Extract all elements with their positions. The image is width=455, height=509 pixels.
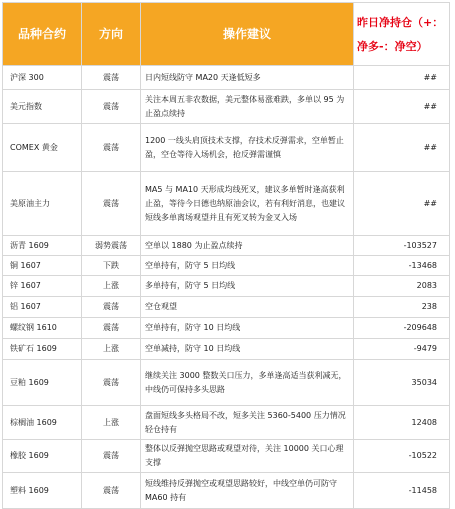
direction-cell: 弱势震荡 — [82, 236, 141, 256]
position-cell: ## — [354, 66, 450, 90]
header-contract: 品种合约 — [3, 3, 82, 66]
direction-cell: 震荡 — [82, 90, 141, 124]
advice-cell: 1200 一线头肩顶技术支撑，存技术反弹需求，空单暂止盈，空仓等待入场机会，抢反弹需谨慎 — [141, 124, 354, 172]
advice-cell: MA5 与 MA10 天形成均线死叉，建议多单暂时逢高获利止盈，等待今日德也纳原油会议，若有利好消息，也建议短线多单离场观望并且有死叉转为金叉入场 — [141, 172, 354, 236]
position-cell: 12408 — [354, 406, 450, 440]
position-cell: -209648 — [354, 318, 450, 339]
contract-cell: COMEX 黄金 — [3, 124, 82, 172]
direction-cell: 上涨 — [82, 339, 141, 360]
table-row — [3, 440, 450, 473]
contract-cell: 美原油主力 — [3, 172, 82, 236]
table-row — [3, 276, 450, 297]
table-row — [3, 406, 450, 440]
table-row — [3, 236, 450, 256]
direction-cell: 震荡 — [82, 318, 141, 339]
position-cell: -103527 — [354, 236, 450, 256]
advice-cell: 盘面短线多头格局不改，短多关注 5360-5400 压力情况轻仓持有 — [141, 406, 354, 440]
table-row — [3, 66, 450, 90]
header-position-line-1: 昨日净持仓（+： — [357, 15, 444, 29]
direction-cell: 震荡 — [82, 360, 141, 406]
header-position-line-2: 净多-：净空） — [357, 39, 428, 53]
direction-cell: 上涨 — [82, 276, 141, 297]
header-position — [354, 3, 450, 66]
direction-cell: 下跌 — [82, 256, 141, 276]
advice-cell: 多单持有，防守 5 日均线 — [141, 276, 354, 297]
direction-cell: 震荡 — [82, 172, 141, 236]
direction-cell: 上涨 — [82, 406, 141, 440]
table-body — [3, 66, 450, 509]
strategy-sheet — [2, 2, 449, 502]
table-row — [3, 318, 450, 339]
advice-cell: 空仓观望 — [141, 297, 354, 318]
contract-cell: 美元指数 — [3, 90, 82, 124]
table-row — [3, 90, 450, 124]
direction-cell: 震荡 — [82, 124, 141, 172]
advice-cell: 短线维持反弹抛空或观望思路较好，中线空单仍可防守 MA60 持有 — [141, 473, 354, 509]
position-cell: ## — [354, 124, 450, 172]
position-cell: -10522 — [354, 440, 450, 473]
table-row — [3, 360, 450, 406]
direction-cell: 震荡 — [82, 440, 141, 473]
advice-cell: 继续关注 3000 整数关口压力，多单逢高适当获利减无，中线仍可保持多头思路 — [141, 360, 354, 406]
table-row — [3, 256, 450, 276]
direction-cell: 震荡 — [82, 66, 141, 90]
advice-cell: 整体以反弹抛空思路或观望对待，关注 10000 关口心理支撑 — [141, 440, 354, 473]
advice-cell: 空单减持，防守 10 日均线 — [141, 339, 354, 360]
position-cell: 35034 — [354, 360, 450, 406]
contract-cell: 锌 1607 — [3, 276, 82, 297]
position-cell: ## — [354, 172, 450, 236]
advice-cell: 空单持有，防守 5 日均线 — [141, 256, 354, 276]
advice-cell: 空单持有，防守 10 日均线 — [141, 318, 354, 339]
futures-advice-table — [2, 2, 450, 509]
position-cell: 2083 — [354, 276, 450, 297]
contract-cell: 橡胶 1609 — [3, 440, 82, 473]
advice-cell: 日内短线防守 MA20 天逢低短多 — [141, 66, 354, 90]
position-cell: -11458 — [354, 473, 450, 509]
contract-cell: 铝 1607 — [3, 297, 82, 318]
table-row — [3, 172, 450, 236]
contract-cell: 塑料 1609 — [3, 473, 82, 509]
direction-cell: 震荡 — [82, 473, 141, 509]
contract-cell: 铜 1607 — [3, 256, 82, 276]
contract-cell: 沥青 1609 — [3, 236, 82, 256]
contract-cell: 沪深 300 — [3, 66, 82, 90]
position-cell: 238 — [354, 297, 450, 318]
contract-cell: 豆粕 1609 — [3, 360, 82, 406]
table-row — [3, 297, 450, 318]
table-row — [3, 339, 450, 360]
direction-cell: 震荡 — [82, 297, 141, 318]
position-cell: -13468 — [354, 256, 450, 276]
header-advice: 操作建议 — [141, 3, 354, 66]
contract-cell: 铁矿石 1609 — [3, 339, 82, 360]
table-row — [3, 473, 450, 509]
advice-cell: 关注本周五非农数据，美元整体易涨难跌，多单以 95 为止盈点续持 — [141, 90, 354, 124]
advice-cell: 空单以 1880 为止盈点续持 — [141, 236, 354, 256]
table-row — [3, 124, 450, 172]
position-cell: ## — [354, 90, 450, 124]
contract-cell: 螺纹钢 1610 — [3, 318, 82, 339]
header-direction: 方向 — [82, 3, 141, 66]
contract-cell: 棕榈油 1609 — [3, 406, 82, 440]
table-header-row — [3, 3, 450, 66]
position-cell: -9479 — [354, 339, 450, 360]
